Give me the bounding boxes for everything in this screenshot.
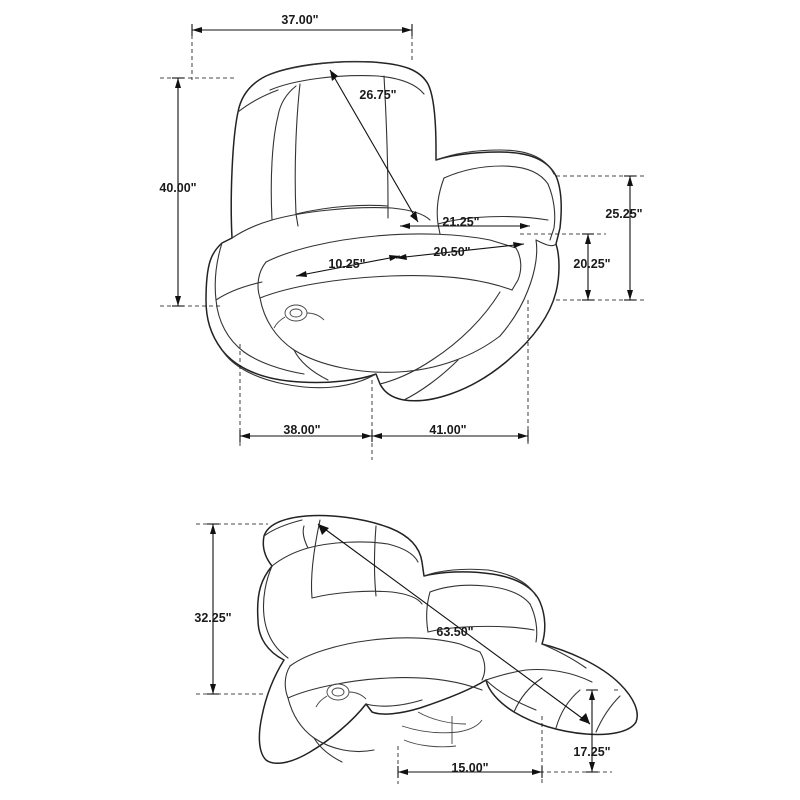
dim-reclined-length: 63.50" bbox=[436, 625, 474, 639]
recliner-handle-reclined-icon bbox=[316, 684, 366, 707]
dim-footrest-width: 15.00" bbox=[451, 761, 489, 775]
dim-reclined-height: 32.25" bbox=[194, 611, 232, 625]
dim-seat-height: 20.25" bbox=[573, 257, 611, 271]
reclined-view-drawing bbox=[258, 516, 638, 764]
upright-view-drawing bbox=[206, 62, 561, 401]
dim-overall-depth: 41.00" bbox=[429, 423, 467, 437]
dim-back-diagonal: 26.75" bbox=[359, 88, 397, 102]
dim-footrest-height: 17.25" bbox=[573, 745, 611, 759]
dim-width-top: 37.00" bbox=[281, 13, 319, 27]
upright-view-dimension-lines bbox=[160, 24, 646, 460]
dim-seat-width: 21.25" bbox=[442, 215, 480, 229]
dim-overall-height: 40.00" bbox=[159, 181, 197, 195]
dim-base-depth: 38.00" bbox=[283, 423, 321, 437]
dim-seat-depth: 20.50" bbox=[433, 245, 471, 259]
dim-seat-front-depth: 10.25" bbox=[328, 257, 366, 271]
dim-arm-height: 25.25" bbox=[605, 207, 643, 221]
recliner-handle-icon bbox=[274, 305, 324, 328]
